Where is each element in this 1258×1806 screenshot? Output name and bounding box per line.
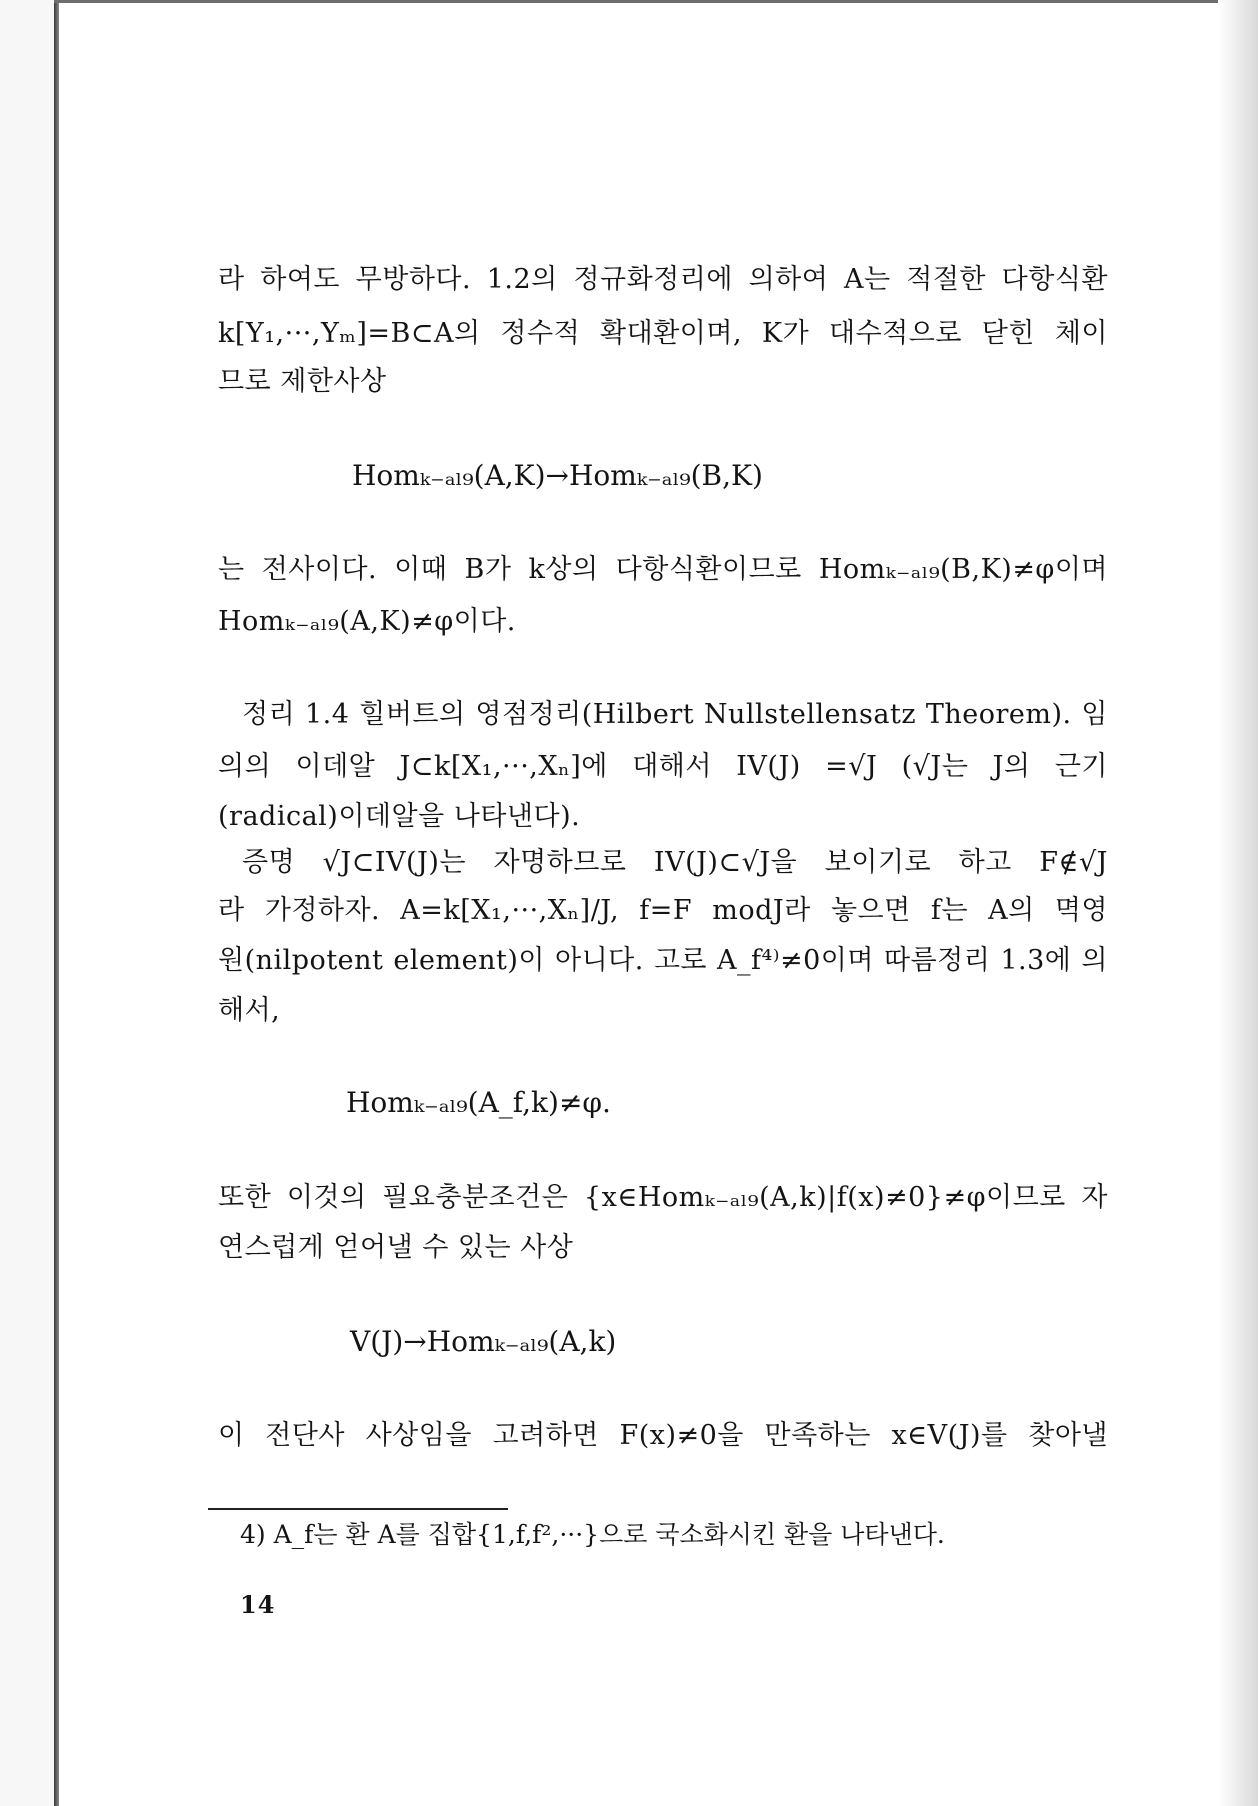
text-line: 또한 이것의 필요충분조건은 {x∈Homₖ₋ₐₗ₉(A,k)|f(x)≠0}≠φ이므로 자 [218, 1182, 1108, 1213]
text-line: 원(nilpotent element)이 아니다. 고로 A_f⁴⁾≠0이며 따름정리 1.3에 의 [218, 945, 1108, 976]
scan-left-margin [0, 0, 54, 1806]
text-line: 므로 제한사상 [218, 366, 387, 397]
text-line: 이 전단사 사상임을 고려하면 F(x)≠0을 만족하는 x∈V(J)를 찾아낼 [218, 1420, 1108, 1451]
scan-right-margin [1218, 0, 1258, 1806]
theorem-heading-line: 정리 1.4 힐버트의 영점정리(Hilbert Nullstellensatz Theorem). 임 [242, 699, 1108, 730]
text-line: 의의 이데알 J⊂k[X₁,···,Xₙ]에 대해서 IV(J) =√J (√J는 J의 근기 [218, 751, 1108, 782]
page-top-edge [54, 0, 1258, 3]
text-line: 라 하여도 무방하다. 1.2의 정규화정리에 의하여 A는 적절한 다항식환 [218, 264, 1108, 295]
text-line: 해서, [218, 995, 281, 1026]
text-line: k[Y₁,···,Yₘ]=B⊂A의 정수적 확대환이며, K가 대수적으로 닫힌 체이 [218, 318, 1108, 349]
footnote-divider [208, 1508, 508, 1510]
page-number: 14 [240, 1590, 276, 1619]
text-line: 는 전사이다. 이때 B가 k상의 다항식환이므로 Homₖ₋ₐₗ₉(B,K)≠φ이며 [218, 554, 1108, 585]
footnote-text: 4) A_f는 환 A를 집합{1,f,f²,···}으로 국소화시킨 환을 나타낸다. [240, 1520, 945, 1549]
proof-heading-line: 증명 √J⊂IV(J)는 자명하므로 IV(J)⊂√J을 보이기로 하고 F∉√J [242, 847, 1108, 878]
display-formula: Homₖ₋ₐₗ₉(A,K)→Homₖ₋ₐₗ₉(B,K) [352, 459, 763, 492]
display-formula: Homₖ₋ₐₗ₉(A_f,k)≠φ. [346, 1086, 611, 1119]
display-formula: V(J)→Homₖ₋ₐₗ₉(A,k) [350, 1325, 617, 1358]
text-line: Homₖ₋ₐₗ₉(A,K)≠φ이다. [218, 606, 516, 637]
text-line: (radical)이데알을 나타낸다). [218, 801, 581, 832]
text-line: 연스럽게 얻어낼 수 있는 사상 [218, 1232, 574, 1263]
text-line: 라 가정하자. A=k[X₁,···,Xₙ]/J, f=F modJ라 놓으면 f는 A의 멱영 [218, 895, 1108, 926]
page-left-edge [54, 0, 59, 1806]
